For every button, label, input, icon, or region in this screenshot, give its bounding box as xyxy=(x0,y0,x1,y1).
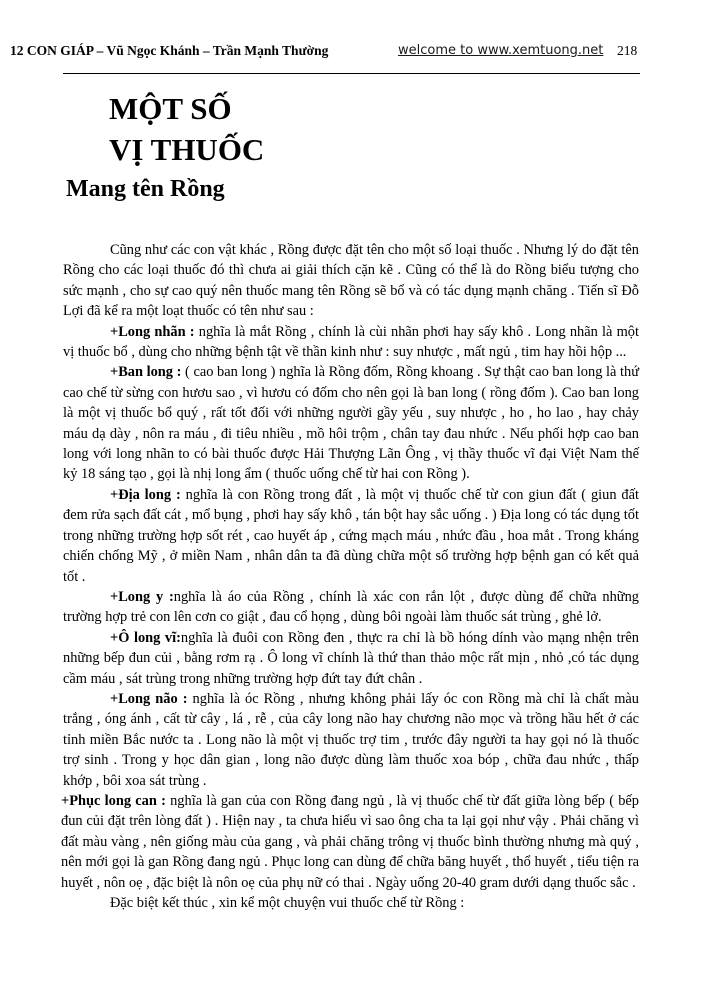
entry-term: +Ô long vĩ: xyxy=(110,629,181,646)
title-line-2: VỊ THUỐC xyxy=(109,132,265,167)
header-website-link[interactable]: welcome to www.xemtuong.net xyxy=(398,43,604,58)
entry-text: nghĩa là mắt Rồng , chính là cùi nhãn phơi hay sấy khô . Long nhãn là một vị thuốc bổ , dùng cho những bệnh tật về thần kinh như : suy nhược , mất ngủ , tim hay hồi hộp ... xyxy=(63,323,640,361)
header-book-title: 12 CON GIÁP – Vũ Ngọc Khánh – Trần Mạnh Thường xyxy=(10,43,329,58)
entry-term: +Ban long : xyxy=(110,364,182,381)
closing-paragraph: Đặc biệt kết thúc , xin kể một chuyện vui thuốc chế từ Rồng : xyxy=(110,895,465,911)
article-body xyxy=(63,240,639,913)
header-divider xyxy=(63,73,640,74)
entry-term: +Phục long can : xyxy=(61,792,166,809)
entry-text: nghĩa là đuôi con Rồng đen , thực ra chỉ là bồ hóng dính vào mạng nhện trên những bếp đun củi , bằng rơm rạ . Ô long vĩ chính là thứ than thảo mộc rất mịn , nhỏ ,có tác dụng cầm máu , sát trùng trong những trường hợp đứt tay đứt chân . xyxy=(63,629,639,687)
entry-term: +Địa long : xyxy=(110,486,181,503)
entry-long-nao xyxy=(63,689,639,791)
entry-text: nghĩa là gan của con Rồng đang ngủ , là vị thuốc chế từ đất giữa lòng bếp ( bếp đun củi đặt trên lòng đất ) . Hiện nay , ta chưa hiểu vì sao ông cha ta lại gọi như vậy . Phải chăng vì đất màu vàng , nên giống màu của gang , và phải chăng trông vị thuốc bình thường nhưng mà quý , nên mới gọi là gan Rồng đang ngủ . Phục long can dùng để chữa băng huyết , thổ huyết , tiểu tiện ra huyết , nôn oẹ , đặc biệt là nôn oẹ của phụ nữ có thai . Ngày uống 20-40 gram dưới dạng thuốc sắc . xyxy=(61,792,640,891)
entry-long-nhan xyxy=(63,322,639,363)
entry-term: +Long não : xyxy=(110,690,188,707)
entry-term: +Long nhãn : xyxy=(110,323,195,340)
entry-long-y xyxy=(63,587,639,628)
subtitle: Mang tên Rồng xyxy=(66,176,225,202)
page-number: 218 xyxy=(617,43,638,58)
entry-text: nghĩa là áo của Rồng , chính là xác con rắn lột , được dùng để chữa những trường hợp trẻ con lên cơn co giật , đau cổ họng , dùng bôi ngoài làm thuốc sát trùng , ghẻ lở. xyxy=(63,588,639,626)
entry-o-long-vi xyxy=(63,628,639,689)
page-header xyxy=(0,43,702,63)
entry-term: +Long y : xyxy=(110,588,174,605)
intro-paragraph: Cũng như các con vật khác , Rồng được đặt tên cho một số loại thuốc . Nhưng lý do đặt tên Rồng cho các loại thuốc đó thì chưa ai giải thích cặn kẽ . Cũng có thể là do Rồng biểu tượng cho sức mạnh , cho sự cao quý nên thuốc mang tên Rồng sẽ bổ và có tác dụng mạnh chăng . Tiến sĩ Đỗ Lợi đã kể ra một loạt thuốc có tên như sau : xyxy=(63,242,639,320)
entry-text: ( cao ban long ) nghĩa là Rồng đốm, Rồng khoang . Sự thật cao ban long là thứ cao chế từ sừng con hươu sao , vì hươu có đốm cho nên gọi là ban long ( rồng đốm ). Cao ban long là một vị thuốc bổ quý , rất tốt đối với những người gầy yếu , suy nhược , ho , ho lao , hay chảy máu dạ dày , nôn ra máu , đi tiêu nhiều , mồ hôi trộm , chân tay đau nhức . Nếu phối hợp cao ban long với long nhãn to có bài thuốc được Hải Thượng Lãn Ông , vị thầy thuốc vĩ đại Việt Nam thế kỷ 18 sáng tạo , gọi là nhị long ẩm ( thuốc uống chế từ hai con Rồng ). xyxy=(63,364,639,483)
title-line-1: MỘT SỐ xyxy=(109,91,232,126)
entry-text: nghĩa là óc Rồng , nhưng không phải lấy óc con Rồng mà chỉ là chất màu trắng , óng ánh , cất từ cây , lá , rễ , của cây long não hay chương não mọc và trồng hầu hết ở các tỉnh miền Bắc nước ta . Long não là một vị thuốc trợ tim , trước đây người ta hay gọi nó là thuốc trợ sinh . Trong y học dân gian , long não được dùng làm thuốc xoa bóp , chữa đau nhức , thấp khớp , bôi xoa sát trùng . xyxy=(63,690,639,789)
entry-dia-long xyxy=(63,485,639,587)
entry-phuc-long-can xyxy=(61,791,639,893)
entry-ban-long xyxy=(63,362,639,484)
entry-text: nghĩa là con Rồng trong đất , là một vị thuốc chế từ con giun đất ( giun đất đem rửa sạch đất cát , mổ bụng , phơi hay sấy khô , tán bột hay sắc uống . ) Địa long có tác dụng tốt trong những trường hợp sốt rét , cao huyết áp , cứng mạch máu , nhức đầu , hoa mắt . Trong kháng chiến chống Mỹ , ở miền Nam , nhân dân ta đã dùng chữa một số trường hợp bệnh gan có kết quả tốt . xyxy=(63,486,639,585)
